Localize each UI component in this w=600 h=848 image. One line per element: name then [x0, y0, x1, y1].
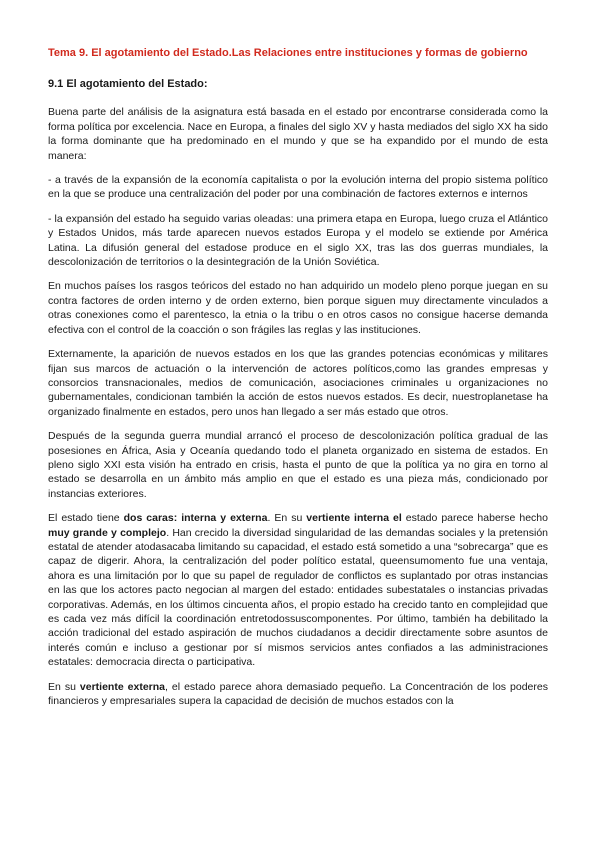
- paragraph-8-bold-1: vertiente externa: [79, 680, 166, 693]
- paragraph-3: - la expansión del estado ha seguido varias oleadas: una primera etapa en Europa, luego cruza el Atlántico y Estados Unidos, más tarde aparecen nuevos estados Europa y el modelo se extiende por América Latina. La difusión general del estadose produce en el siglo XX, tras las dos guerras mundiales, la descolonización de territorios o la desintegración de la Unión Soviética.: [48, 212, 548, 269]
- paragraph-7-text-2: . En su: [267, 512, 307, 525]
- paragraph-7: [48, 511, 548, 669]
- paragraph-8: [48, 680, 548, 709]
- paragraph-4: En muchos países los rasgos teóricos del estado no han adquirido un modelo pleno porque juegan en su contra factores de orden interno y de orden externo, bien porque siguen muy directamente vinculados a otras conexiones como el parentesco, la etnia o la tribu o en otros casos no consigue hacerse demanda efectiva con el control de la coacción o son frágiles las reglas y las instituciones.: [48, 280, 548, 336]
- document-page: [48, 46, 548, 718]
- paragraph-2: - a través de la expansión de la economía capitalista o por la evolución interna del propio sistema político en la que se produce una centralización del poder por una combinación de factores externos e internos: [48, 174, 548, 201]
- section-heading: 9.1 El agotamiento del Estado:: [48, 78, 208, 90]
- paragraph-7-bold-3: muy grande y complejo: [48, 526, 167, 539]
- paragraph-6: Después de la segunda guerra mundial arrancó el proceso de descolonización política gradual de las posesiones en África, Asia y Oceanía quedando todo el planeta organizado en sistema de estados. En pleno siglo XXI esta visión ha entrado en crisis, hasta el punto de que la política ya no gira en torno al estado se desarrolla en un ámbito más amplio en que el estado es una pieza más, condicionado por instancias exteriores.: [48, 430, 548, 500]
- paragraph-7-bold-1: dos caras: interna y externa: [123, 512, 268, 525]
- paragraph-7-text-3: estado parece haberse hecho: [401, 512, 548, 525]
- paragraph-7-bold-2: vertiente interna el: [306, 512, 402, 525]
- paragraph-8-text-2: , el estado parece ahora demasiado pequeño. La Concentración de los poderes financieros y empresariales supera la capacidad de decisión de muchos estados con la: [48, 680, 548, 708]
- paragraph-1: Buena parte del análisis de la asignatura está basada en el estado por encontrarse considerada como la forma política por excelencia. Nace en Europa, a finales del siglo XV y hasta mediados del siglo XX ha sido la forma dominante que ha predominado en el mundo y que se ha expandido por el mundo de esta manera:: [48, 106, 548, 162]
- paragraph-8-text-1: En su: [48, 680, 80, 693]
- document-title: Tema 9. El agotamiento del Estado.Las Relaciones entre instituciones y formas de gobierno: [48, 47, 528, 59]
- paragraph-7-text-1: El estado tiene: [48, 512, 124, 525]
- paragraph-7-text-4: . Han crecido la diversidad singularidad de las demandas sociales y la pretensión estatal de atender atodasacaba limitando su capacidad, el estado está sometido a una “sobrecarga” que es capaz de digerir. Ahora, la centralización del poder político estatal, queensumomento fue una ventaja, ahora es una limitación por lo que su papel de regulador de conflictos es suplantado por otras instancias en las que los actores pacto negocian al margen del estado: entidades subestatales o instancias privadas corporativas. Además, en los últimos cincuenta años, el propio estado ha crecido tanto en complejidad que es cada vez más difícil la coordinación entretodossuscomponentes. Por último, también ha debilitado la acción tradicional del estado aspiración de muchos ciudadanos a decidir directamente sobre asuntos de interés común e incluso a gestionar por sí mismos servicios antes confiados a las administraciones estatales: democracia directa o participativa.: [48, 526, 549, 669]
- paragraph-5: Externamente, la aparición de nuevos estados en los que las grandes potencias económicas y militares fijan sus marcos de actuación o la intervención de actores políticos,como las grandes empresas y consorcios transnacionales, medios de comunicación, asociaciones criminales u organizaciones no gubernamentales, condicionan también la acción de estos nuevos estados. Es decir, nuestroplanetase ha organizado finalmente en estados, pero unos han llegado a ser más estado que otros.: [48, 348, 548, 418]
